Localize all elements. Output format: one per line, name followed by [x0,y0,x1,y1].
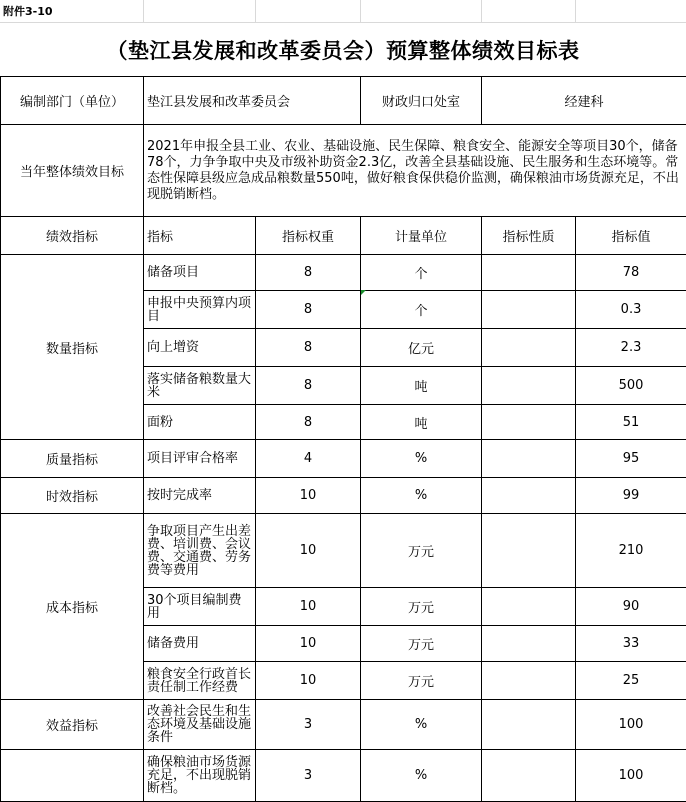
unit-cell[interactable]: 万元 [361,662,482,700]
unit-cell[interactable]: % [361,700,482,750]
weight-cell[interactable]: 10 [256,588,361,626]
indicator-cell[interactable]: 确保粮油市场货源充足，不出现脱销断档。 [144,750,256,802]
unit-cell[interactable]: 亿元 [361,329,482,367]
col-header-indicator[interactable]: 指标 [144,217,256,255]
nature-cell[interactable] [482,291,576,329]
value-cell[interactable]: 100 [576,700,686,750]
category-quantity[interactable]: 数量指标 [1,255,144,440]
value-cell[interactable]: 78 [576,255,686,291]
weight-cell[interactable]: 10 [256,478,361,514]
performance-target-table [0,76,686,802]
attachment-label: 附件3-10 [3,3,53,19]
table-row [1,440,686,478]
value-cell[interactable]: 2.3 [576,329,686,367]
indicator-cell[interactable]: 申报中央预算内项目 [144,291,256,329]
table-row [1,750,686,802]
unit-cell[interactable]: 万元 [361,588,482,626]
indicator-cell[interactable]: 落实储备粮数量大米 [144,367,256,405]
indicator-cell[interactable]: 向上增资 [144,329,256,367]
weight-cell[interactable]: 10 [256,626,361,662]
category-timeliness[interactable]: 时效指标 [1,478,144,514]
goal-text-cell[interactable]: 2021年申报全县工业、农业、基础设施、民生保障、粮食安全、能源安全等项目30个，储备78个，力争争取中央及市级补助资金2.3亿，改善全县基础设施、民生服务和生态环境等。常态性保障县级应急成品粮数量550吨，做好粮食保供稳价监测，确保粮油市场货源充足，不出现脱销断档。 [144,125,686,217]
indicator-cell[interactable]: 粮食安全行政首长责任制工作经费 [144,662,256,700]
weight-cell[interactable]: 3 [256,700,361,750]
category-benefit[interactable]: 效益指标 [1,700,144,750]
header-row [1,77,686,125]
nature-cell[interactable] [482,367,576,405]
unit-cell[interactable]: 万元 [361,626,482,662]
table-row [1,700,686,750]
nature-cell[interactable] [482,750,576,802]
value-cell[interactable]: 51 [576,405,686,440]
col-header-nature[interactable]: 指标性质 [482,217,576,255]
unit-cell[interactable]: 万元 [361,514,482,588]
goal-row [1,125,686,217]
col-header-unit[interactable]: 计量单位 [361,217,482,255]
value-cell[interactable]: 100 [576,750,686,802]
nature-cell[interactable] [482,405,576,440]
value-cell[interactable]: 25 [576,662,686,700]
column-header-row [1,217,686,255]
weight-cell[interactable]: 3 [256,750,361,802]
unit-cell[interactable]: % [361,750,482,802]
nature-cell[interactable] [482,478,576,514]
nature-cell[interactable] [482,662,576,700]
col-header-value[interactable]: 指标值 [576,217,686,255]
nature-cell[interactable] [482,329,576,367]
value-cell[interactable]: 210 [576,514,686,588]
unit-cell[interactable]: 吨 [361,405,482,440]
category-cost[interactable]: 成本指标 [1,514,144,700]
table-row [1,255,686,291]
indicator-cell[interactable]: 储备费用 [144,626,256,662]
value-cell[interactable]: 99 [576,478,686,514]
nature-cell[interactable] [482,440,576,478]
indicator-cell[interactable]: 面粉 [144,405,256,440]
weight-cell[interactable]: 10 [256,662,361,700]
unit-cell[interactable]: 个 [361,291,482,329]
weight-cell[interactable]: 8 [256,367,361,405]
dept-label-cell[interactable]: 编制部门（单位） [1,77,144,125]
indicator-cell[interactable]: 改善社会民生和生态环境及基础设施条件 [144,700,256,750]
dept-value-cell[interactable]: 垫江县发展和改革委员会 [144,77,361,125]
col-header-category[interactable]: 绩效指标 [1,217,144,255]
category-quality[interactable]: 质量指标 [1,440,144,478]
value-cell[interactable]: 90 [576,588,686,626]
value-cell[interactable]: 33 [576,626,686,662]
goal-label-cell[interactable]: 当年整体绩效目标 [1,125,144,217]
nature-cell[interactable] [482,700,576,750]
cell-comment-marker [361,290,366,295]
nature-cell[interactable] [482,588,576,626]
finance-section-cell[interactable]: 经建科 [482,77,686,125]
weight-cell[interactable]: 8 [256,405,361,440]
indicator-cell[interactable]: 争取项目产生出差费、培训费、会议费、交通费、劳务费等费用 [144,514,256,588]
value-cell[interactable]: 0.3 [576,291,686,329]
weight-cell[interactable]: 4 [256,440,361,478]
unit-cell[interactable]: 个 [361,255,482,291]
nature-cell[interactable] [482,255,576,291]
nature-cell[interactable] [482,514,576,588]
table-row [1,514,686,588]
weight-cell[interactable]: 8 [256,291,361,329]
weight-cell[interactable]: 8 [256,329,361,367]
weight-cell[interactable]: 8 [256,255,361,291]
value-cell[interactable]: 95 [576,440,686,478]
category-empty-cell[interactable] [1,750,144,802]
unit-cell[interactable]: 吨 [361,367,482,405]
value-cell[interactable]: 500 [576,367,686,405]
nature-cell[interactable] [482,626,576,662]
finance-office-cell[interactable]: 财政归口处室 [361,77,482,125]
col-header-weight[interactable]: 指标权重 [256,217,361,255]
unit-cell[interactable]: % [361,440,482,478]
page-title: （垫江县发展和改革委员会）预算整体绩效目标表 [0,26,686,76]
indicator-cell[interactable]: 按时完成率 [144,478,256,514]
table-row [1,478,686,514]
indicator-cell[interactable]: 项目评审合格率 [144,440,256,478]
weight-cell[interactable]: 10 [256,514,361,588]
indicator-cell[interactable]: 储备项目 [144,255,256,291]
unit-cell[interactable]: % [361,478,482,514]
sheet-top-row [0,0,686,23]
indicator-cell[interactable]: 30个项目编制费用 [144,588,256,626]
